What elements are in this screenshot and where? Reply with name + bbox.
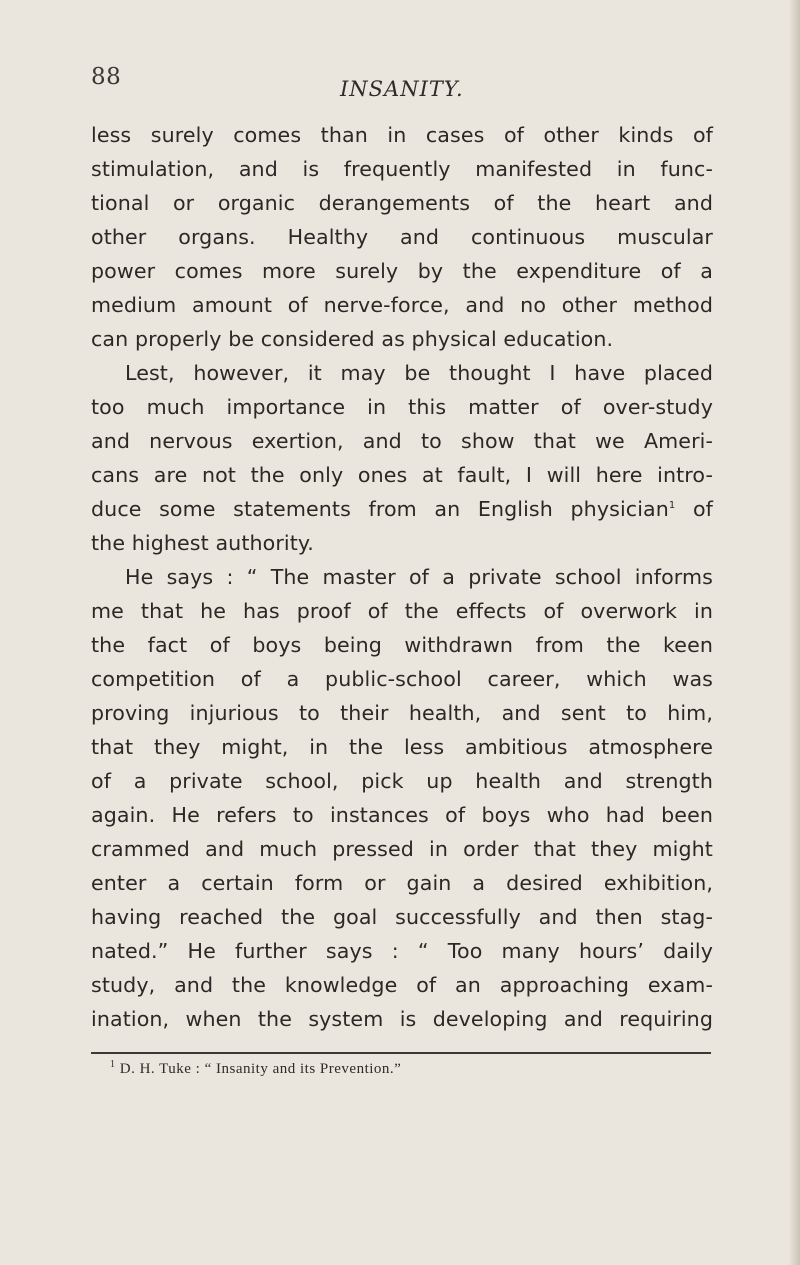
body-text (91, 118, 713, 1036)
text-line-15: me that he has proof of the effects of overwork in (91, 599, 713, 623)
text-line-17: competition of a public-school career, which was (91, 667, 713, 691)
text-line-12-main: duce some statements from an English physician (91, 497, 669, 521)
text-line-20: of a private school, pick up health and strength (91, 769, 713, 793)
text-line-24: having reached the goal successfully and then stag- (91, 905, 713, 929)
text-line-25: nated.” He further says : “ Too many hours’ daily (91, 939, 713, 963)
text-line-23: enter a certain form or gain a desired exhibition, (91, 871, 713, 895)
text-line-10: and nervous exertion, and to show that we Ameri- (91, 429, 713, 453)
text-line-9: too much importance in this matter of over-study (91, 395, 713, 419)
running-head: INSANITY. (340, 77, 464, 101)
footnote (110, 1059, 402, 1077)
page-number: 88 (91, 64, 122, 90)
footnote-text: D. H. Tuke : “ Insanity and its Prevention.” (115, 1061, 402, 1077)
text-line-12-tail: of (675, 497, 713, 521)
text-line-3: tional or organic derangements of the heart and (91, 191, 713, 215)
text-line-16: the fact of boys being withdrawn from the keen (91, 633, 713, 657)
text-line-8: Lest, however, it may be thought I have placed (125, 361, 713, 385)
text-line-12 (91, 492, 713, 526)
text-line-6: medium amount of nerve-force, and no other method (91, 293, 713, 317)
text-line-19: that they might, in the less ambitious atmosphere (91, 735, 713, 759)
text-line-7: can properly be considered as physical education. (91, 327, 614, 351)
text-line-22: crammed and much pressed in order that they might (91, 837, 713, 861)
text-line-2: stimulation, and is frequently manifested in func- (91, 157, 713, 181)
text-line-1: less surely comes than in cases of other kinds of (91, 123, 713, 147)
page-edge-shadow (790, 0, 800, 1265)
text-line-11: cans are not the only ones at fault, I will here intro- (91, 463, 713, 487)
footnote-divider (91, 1052, 711, 1054)
text-line-18: proving injurious to their health, and sent to him, (91, 701, 713, 725)
text-line-21: again. He refers to instances of boys who had been (91, 803, 713, 827)
footnote-reference: 1 (668, 500, 676, 512)
text-line-4: other organs. Healthy and continuous muscular (91, 225, 713, 249)
text-line-14: He says : “ The master of a private school informs (125, 565, 713, 589)
text-line-5: power comes more surely by the expenditure of a (91, 259, 713, 283)
footnote-marker: 1 (110, 1059, 116, 1070)
text-line-26: study, and the knowledge of an approaching exam- (91, 973, 713, 997)
text-line-27: ination, when the system is developing and requiring (91, 1007, 713, 1031)
text-line-13: the highest authority. (91, 531, 314, 555)
